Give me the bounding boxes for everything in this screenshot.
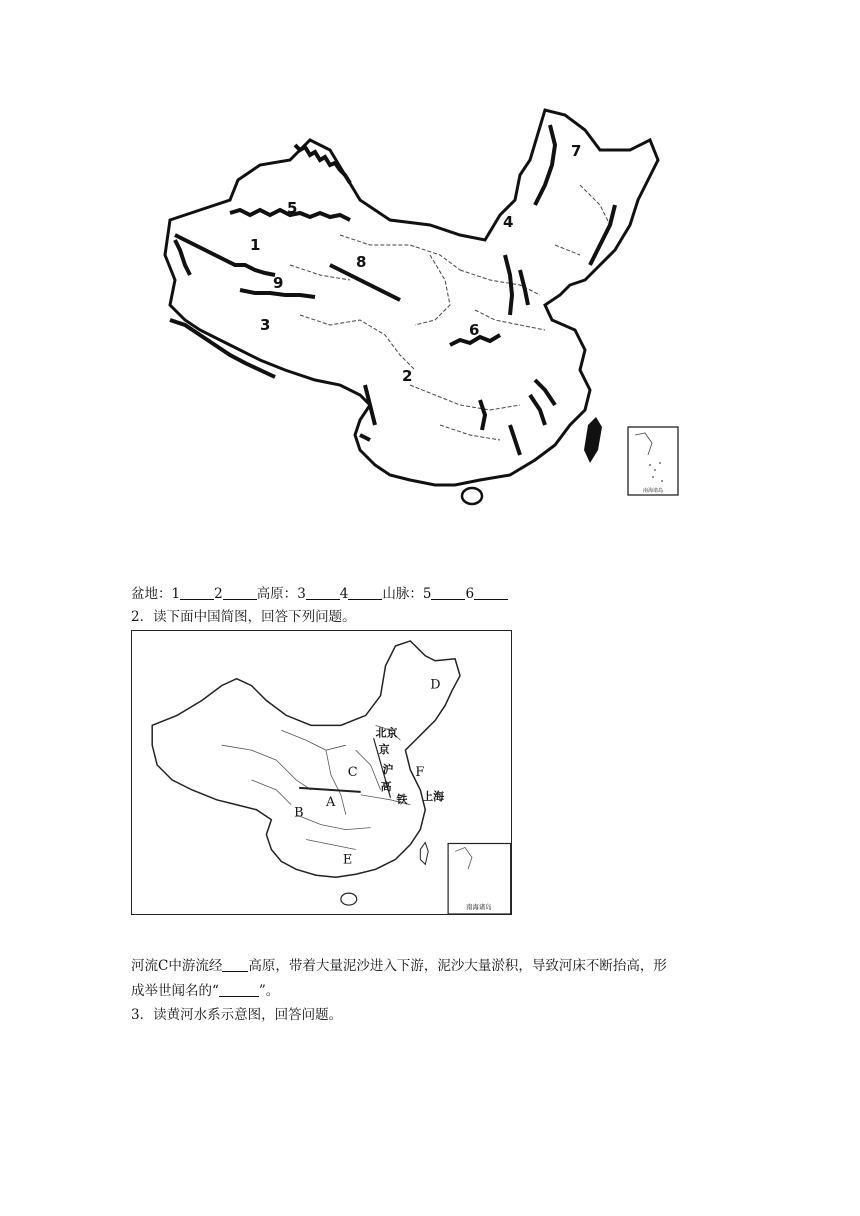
rail-char-4: 铁 — [396, 792, 408, 806]
river-line — [299, 788, 361, 792]
inset-label-2: 南海诸岛 — [466, 903, 492, 912]
letter-c: C — [347, 764, 358, 780]
q3-title: 3．读黄河水系示意图，回答问题。 — [131, 1007, 343, 1023]
letter-b: B — [294, 805, 304, 821]
taiwan-2 — [420, 843, 428, 865]
blank-3[interactable] — [306, 586, 340, 601]
q1-answer-line: 盆地：1 2 高原：3 4 山脉：5 6 — [131, 582, 508, 602]
inset-label: 南海诸岛 — [642, 488, 664, 494]
letter-d: D — [430, 677, 441, 693]
province-boundaries — [290, 185, 610, 440]
label-9: 9 — [273, 274, 284, 292]
label-3: 3 — [260, 316, 271, 334]
label-6: 6 — [469, 321, 480, 339]
blank-2[interactable] — [223, 586, 257, 601]
q2-text-line2: 成举世闻名的“ ”。 — [131, 983, 280, 999]
south-china-sea-inset — [628, 427, 678, 495]
label-5: 5 — [287, 199, 298, 217]
beijing-label: 北京 — [375, 726, 398, 740]
china-simple-map — [131, 630, 512, 915]
blank-1[interactable] — [180, 586, 214, 601]
rail-char-2: 沪 — [382, 762, 394, 776]
hainan — [462, 488, 482, 504]
label-4: 4 — [503, 213, 514, 231]
letter-f: F — [415, 764, 425, 780]
blank-4[interactable] — [348, 586, 382, 601]
letter-e: E — [342, 852, 353, 868]
label-2: 2 — [402, 367, 413, 385]
shanghai-label: 上海 — [422, 789, 445, 803]
china-terrain-map — [160, 105, 680, 520]
china-outline-2 — [152, 641, 460, 877]
label-7: 7 — [571, 142, 582, 160]
label-1: 1 — [250, 236, 261, 254]
mountain-ranges — [170, 125, 615, 455]
taiwan — [584, 417, 602, 463]
blank-6[interactable] — [474, 586, 508, 601]
q2-text-line1: 河流C中游流经 高原，带着大量泥沙进入下游，泥沙大量淤积，导致河床不断抬高，形 — [131, 958, 667, 974]
rail-char-1: 京 — [378, 743, 390, 757]
blank-famous[interactable] — [219, 983, 259, 998]
letter-a: A — [325, 794, 336, 810]
hainan-2 — [341, 893, 357, 905]
rail-char-3: 高 — [380, 779, 392, 793]
q2-title: 2．读下面中国简图，回答下列问题。 — [131, 609, 356, 625]
china-outline — [165, 110, 658, 485]
label-8: 8 — [356, 253, 367, 271]
blank-5[interactable] — [431, 586, 465, 601]
blank-plateau[interactable] — [222, 958, 248, 973]
